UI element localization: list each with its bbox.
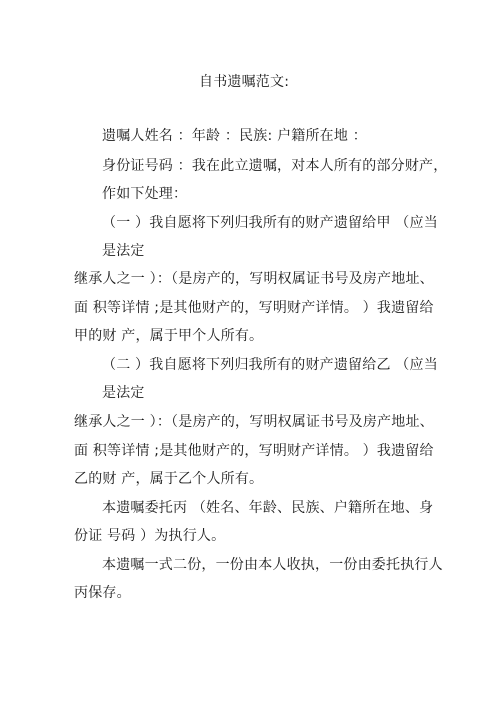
paragraph-line: 身份证号码 ：我在此立遗嘱，对本人所有的部分财产， [102, 158, 448, 174]
paragraph-line: 作如下处理： [102, 186, 188, 202]
paragraph-line: 继承人之一 ）：（是房产的，写明权属证书号及房产地址、 [74, 414, 434, 430]
paragraph-line: 面 积等详情 ;是其他财产的，写明财产详情。 ）我遗留给 [74, 443, 434, 459]
paragraph-line: 份证 号码 ）为执行人。 [74, 528, 226, 544]
paragraph-line: 本遗嘱一式二份，一份由本人收执，一份由委托执行人 [102, 557, 443, 573]
paragraph-line: 乙的财 产，属于乙个人所有。 [74, 471, 264, 487]
paragraph-line: 面 积等详情 ;是其他财产的，写明财产详情。 ）我遗留给 [74, 300, 434, 316]
paragraph-line: 甲的财 产，属于甲个人所有。 [74, 328, 264, 344]
paragraph-line: 丙保存。 [74, 585, 131, 601]
paragraph-line: 遗嘱人姓名 ：年龄 ：民族: 户籍所在地 ： [102, 128, 367, 144]
document-title: 自书遗嘱范文: [199, 74, 290, 90]
paragraph-line: 是法定 [102, 385, 145, 401]
paragraph-line: （一 ）我自愿将下列归我所有的财产遗留给甲 （应当 [102, 215, 438, 231]
paragraph-line: 本遗嘱委托丙 （姓名、年龄、民族、户籍所在地、身 [102, 500, 434, 516]
paragraph-line: 是法定 [102, 243, 145, 259]
paragraph-line: （二 ）我自愿将下列归我所有的财产遗留给乙 （应当 [102, 357, 438, 373]
paragraph-line: 继承人之一 ）：（是房产的，写明权属证书号及房产地址、 [74, 271, 434, 287]
